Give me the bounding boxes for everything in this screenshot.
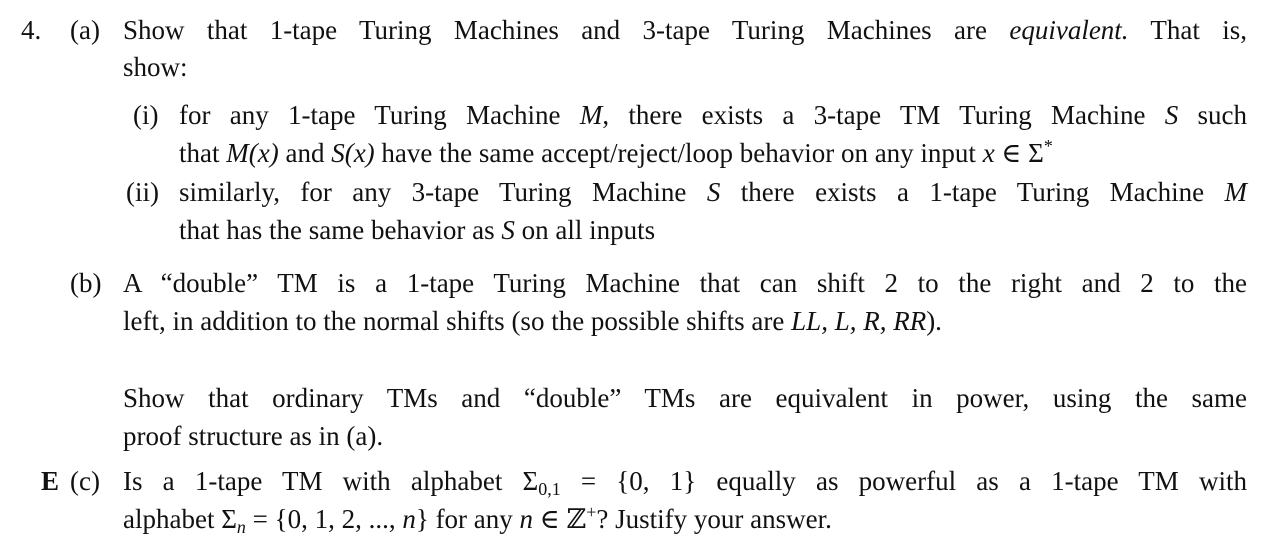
- part-b-label: (b): [70, 268, 102, 298]
- item-ii-line-2: that has the same behavior as S on all inputs: [179, 215, 656, 245]
- part-c-label: (c): [70, 466, 100, 496]
- part-a-line-1: Show that 1-tape Turing Machines and 3-tape Turing Machines are equivalent. That is,: [123, 15, 1247, 45]
- part-b-paragraph-2-line-2: proof structure as in (a).: [123, 421, 384, 451]
- item-ii-label: (ii): [126, 177, 159, 207]
- item-ii-line-1: similarly, for any 3-tape Turing Machine S there exists a 1-tape Turing Machine M: [179, 177, 1248, 207]
- item-i-line-1: for any 1-tape Turing Machine M, there exists a 3-tape TM Turing Machine S such: [179, 100, 1248, 130]
- part-b-line-2: left, in addition to the normal shifts (so the possible shifts are LL, L, R, RR).: [123, 306, 942, 336]
- problem-number: 4.: [21, 15, 42, 45]
- part-c-line-1: Is a 1-tape TM with alphabet $\Sigma_{0,1} = \{0$, 1} equally as powerful as a 1-tape TM with: [123, 466, 1247, 499]
- equivalent-emphasis: equivalent.: [1009, 15, 1129, 45]
- item-i-line-2: that M(x) and S(x) have the same accept/reject/loop behavior on any input x ∈ Σ*: [179, 136, 1053, 168]
- part-c-line-2: alphabet $\Sigma_n = \{0$, 1, 2, ..., n} for any n ∈ ℤ+? Justify your answer.: [123, 502, 832, 537]
- part-a-label: (a): [70, 15, 100, 45]
- part-a-line-2: show:: [123, 52, 188, 82]
- part-c-marker: E: [41, 466, 60, 496]
- part-b-line-1: A “double” TM is a 1-tape Turing Machine that can shift 2 to the right and 2 to the: [123, 268, 1247, 298]
- part-b-paragraph-2-line-1: Show that ordinary TMs and “double” TMs are equivalent in power, using the same: [123, 383, 1247, 413]
- item-i-label: (i): [133, 100, 159, 130]
